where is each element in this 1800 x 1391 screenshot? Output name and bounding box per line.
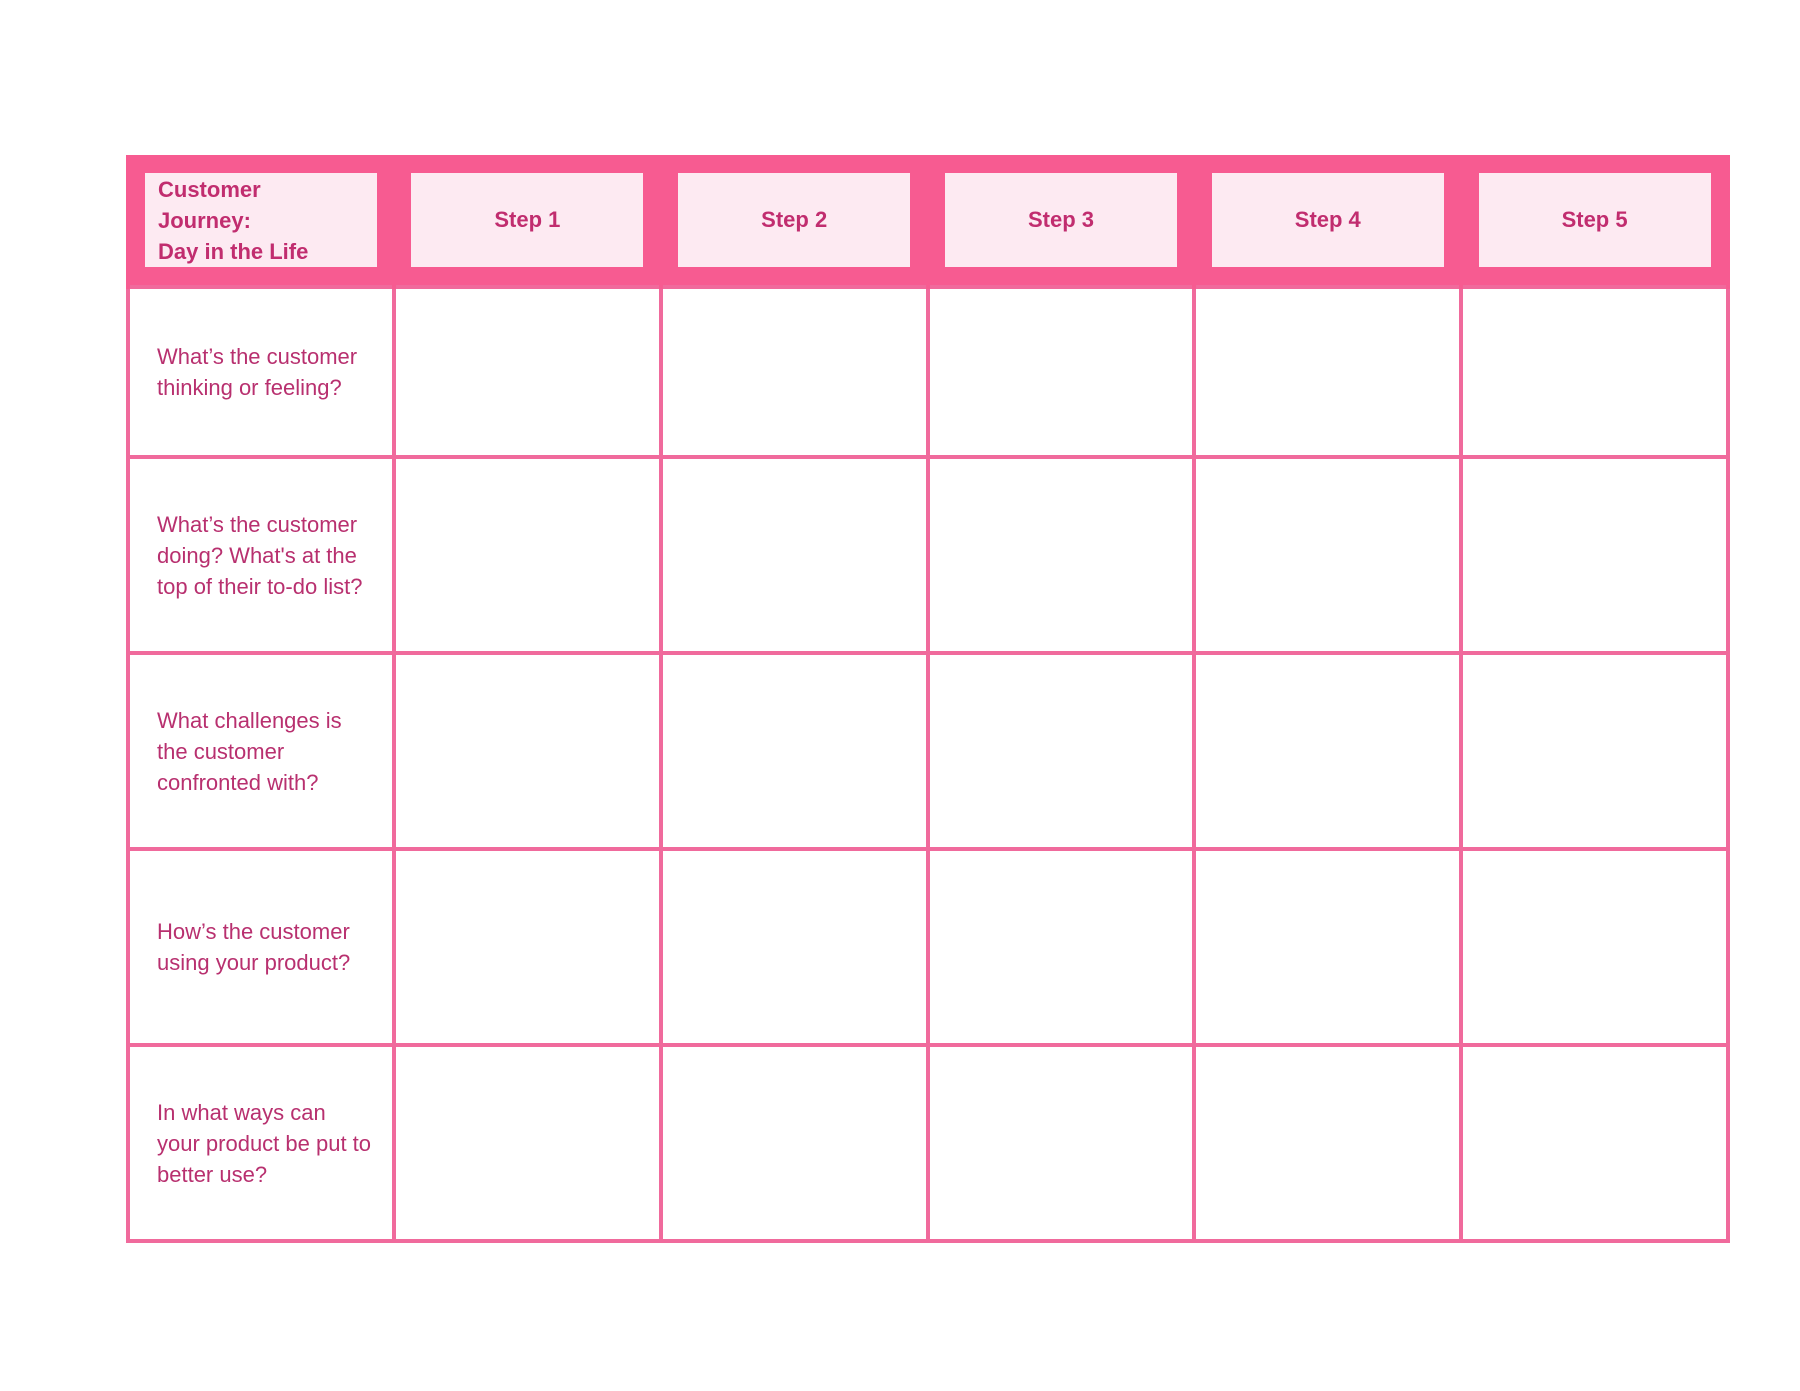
cell-challenges-step-4[interactable] bbox=[1194, 653, 1461, 849]
cell-better-use-step-4[interactable] bbox=[1194, 1045, 1461, 1241]
cell-challenges-step-2[interactable] bbox=[661, 653, 928, 849]
row-label-doing: What’s the customer doing? What's at the top of their to-do list? bbox=[128, 457, 394, 653]
header-cell-step-1 bbox=[394, 155, 661, 287]
cell-better-use-step-2[interactable] bbox=[661, 1045, 928, 1241]
cell-using-step-4[interactable] bbox=[1194, 849, 1461, 1045]
cell-better-use-step-3[interactable] bbox=[928, 1045, 1195, 1241]
row-label-challenges: What challenges is the customer confronted with? bbox=[128, 653, 394, 849]
table-row bbox=[128, 287, 1728, 457]
cell-challenges-step-1[interactable] bbox=[394, 653, 661, 849]
header-cell-step-4 bbox=[1194, 155, 1461, 287]
cell-doing-step-4[interactable] bbox=[1194, 457, 1461, 653]
cell-better-use-step-5[interactable] bbox=[1461, 1045, 1728, 1241]
cell-doing-step-1[interactable] bbox=[394, 457, 661, 653]
cell-thinking-step-3[interactable] bbox=[928, 287, 1195, 457]
cell-using-step-3[interactable] bbox=[928, 849, 1195, 1045]
table-title: Customer Journey: Day in the Life bbox=[145, 173, 377, 267]
cell-thinking-step-2[interactable] bbox=[661, 287, 928, 457]
table-row bbox=[128, 1045, 1728, 1241]
row-label-using-product: How’s the customer using your product? bbox=[128, 849, 394, 1045]
table-row bbox=[128, 653, 1728, 849]
cell-doing-step-2[interactable] bbox=[661, 457, 928, 653]
cell-challenges-step-5[interactable] bbox=[1461, 653, 1728, 849]
cell-thinking-step-1[interactable] bbox=[394, 287, 661, 457]
step-1-header: Step 1 bbox=[411, 173, 643, 267]
header-cell-step-2 bbox=[661, 155, 928, 287]
cell-challenges-step-3[interactable] bbox=[928, 653, 1195, 849]
cell-using-step-5[interactable] bbox=[1461, 849, 1728, 1045]
table-row bbox=[128, 849, 1728, 1045]
step-3-header: Step 3 bbox=[945, 173, 1177, 267]
row-label-better-use: In what ways can your product be put to better use? bbox=[128, 1045, 394, 1241]
cell-better-use-step-1[interactable] bbox=[394, 1045, 661, 1241]
cell-doing-step-3[interactable] bbox=[928, 457, 1195, 653]
cell-thinking-step-4[interactable] bbox=[1194, 287, 1461, 457]
table-row bbox=[128, 457, 1728, 653]
step-2-header: Step 2 bbox=[678, 173, 910, 267]
row-label-thinking: What’s the customer thinking or feeling? bbox=[128, 287, 394, 457]
step-4-header: Step 4 bbox=[1212, 173, 1444, 267]
header-cell-step-5 bbox=[1461, 155, 1728, 287]
cell-thinking-step-5[interactable] bbox=[1461, 287, 1728, 457]
cell-doing-step-5[interactable] bbox=[1461, 457, 1728, 653]
cell-using-step-2[interactable] bbox=[661, 849, 928, 1045]
customer-journey-table bbox=[126, 155, 1730, 1243]
header-cell-step-3 bbox=[928, 155, 1195, 287]
cell-using-step-1[interactable] bbox=[394, 849, 661, 1045]
header-cell-corner bbox=[128, 155, 394, 287]
header-row bbox=[128, 155, 1728, 287]
step-5-header: Step 5 bbox=[1479, 173, 1711, 267]
